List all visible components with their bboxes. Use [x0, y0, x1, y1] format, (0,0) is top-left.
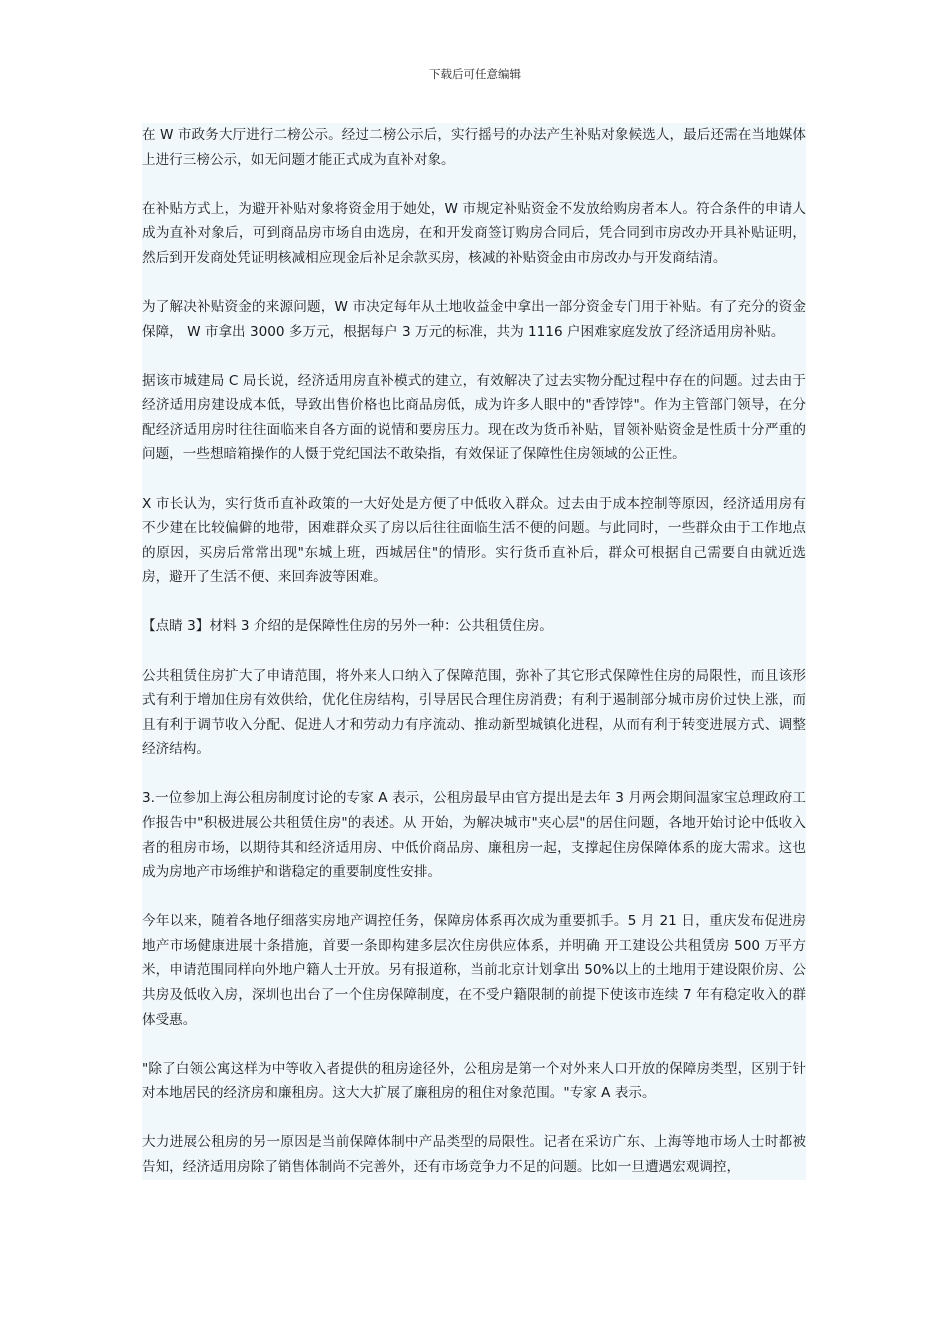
paragraph-1: 在 W 市政务大厅进行二榜公示。经过二榜公示后，实行摇号的办法产生补贴对象候选人，最后还需在当地媒体上进行三榜公示，如无问题才能正式成为直补对象。	[142, 127, 806, 168]
paragraph-10: "除了白领公寓这样为中等收入者提供的租房途径外，公租房是第一个对外来人口开放的保障房类型，区别于针对本地居民的经济房和廉租房。这大大扩展了廉租房的租住对象范围。"专家 A 表示。	[142, 1060, 806, 1102]
paragraph-6: 【点睛 3】材料 3 介绍的是保障性住房的另外一种：公共租赁住房。	[142, 618, 553, 635]
paragraph-3: 为了解决补贴资金的来源问题，W 市决定每年从土地收益金中拿出一部分资金专门用于补贴。有了充分的资金保障， W 市拿出 3000 多万元，根据每户 3 万元的标准，共为 1116 户困难家庭发放了经济适用房补贴。	[142, 298, 806, 340]
paragraph-11: 大力进展公租房的另一原因是当前保障体制中产品类型的局限性。记者在采访广东、上海等地市场人士时都被告知，经济适用房除了销售体制尚不完善外，还有市场竞争力不足的问题。比如一旦遭遇宏观调控，	[142, 1134, 806, 1175]
paragraph-4: 据该市城建局 C 局长说，经济适用房直补模式的建立，有效解决了过去实物分配过程中存在的问题。过去由于经济适用房建设成本低，导致出售价格也比商品房低，成为许多人眼中的"香饽饽"。作为主管部门领导，在分配经济适用房时往往面临来自各方面的说情和要房压力。现在改为货币补贴，冒领补贴资金是性质十分严重的问题，一些想暗箱操作的人慑于党纪国法不敢染指，有效保证了保障性住房领域的公正性。	[142, 372, 806, 463]
paragraph-2: 在补贴方式上，为避开补贴对象将资金用于她处，W 市规定补贴资金不发放给购房者本人。符合条件的申请人成为直补对象后，可到商品房市场自由选房，在和开发商签订购房合同后，凭合同到市房改办开具补贴证明，然后到开发商处凭证明核减相应现金后补足余款买房，核减的补贴资金由市房改办与开发商结清。	[142, 200, 806, 266]
document-body	[142, 123, 806, 1180]
paragraph-9: 今年以来，随着各地仔细落实房地产调控任务，保障房体系再次成为重要抓手。5 月 21 日，重庆发布促进房地产市场健康进展十条措施，首要一条即构建多层次住房供应体系，并明确 开工建设公共租赁房 500 万平方米，申请范围同样向外地户籍人士开放。另有报道称，当前北京计划拿出 50%以上的土地用于建设限价房、公共房及低收入房，深圳也出台了一个住房保障制度，在不受户籍限制的前提下使该市连续 7 年有稳定收入的群体受惠。	[142, 913, 806, 1028]
paragraph-5: X 市长认为，实行货币直补政策的一大好处是方便了中低收入群众。过去由于成本控制等原因，经济适用房有不少建在比较偏僻的地带，困难群众买了房以后往往面临生活不便的问题。与此同时，一些群众由于工作地点的原因，买房后常常出现"东城上班，西城居住"的情形。实行货币直补后，群众可根据自己需要自由就近选房，避开了生活不便、来回奔波等困难。	[142, 495, 806, 586]
paragraph-8: 3.一位参加上海公租房制度讨论的专家 A 表示，公租房最早由官方提出是去年 3 月两会期间温家宝总理政府工作报告中"积极进展公共租赁住房"的表述。从 开始，为解决城市"夹心层"的居住问题，各地开始讨论中低收入者的租房市场，以期待其和经济适用房、中低价商品房、廉租房一起，支撑起住房保障体系的庞大需求。这也成为房地产市场维护和谐稳定的重要制度性安排。	[142, 790, 806, 881]
page-header: 下载后可任意编辑	[429, 67, 521, 81]
paragraph-7: 公共租赁住房扩大了申请范围，将外来人口纳入了保障范围，弥补了其它形式保障性住房的局限性，而且该形式有利于增加住房有效供给，优化住房结构，引导居民合理住房消费；有利于遏制部分城市房价过快上涨，而且有利于调节收入分配、促进人才和劳动力有序流动、推动新型城镇化进程，从而有利于转变进展方式、调整经济结构。	[142, 667, 806, 758]
